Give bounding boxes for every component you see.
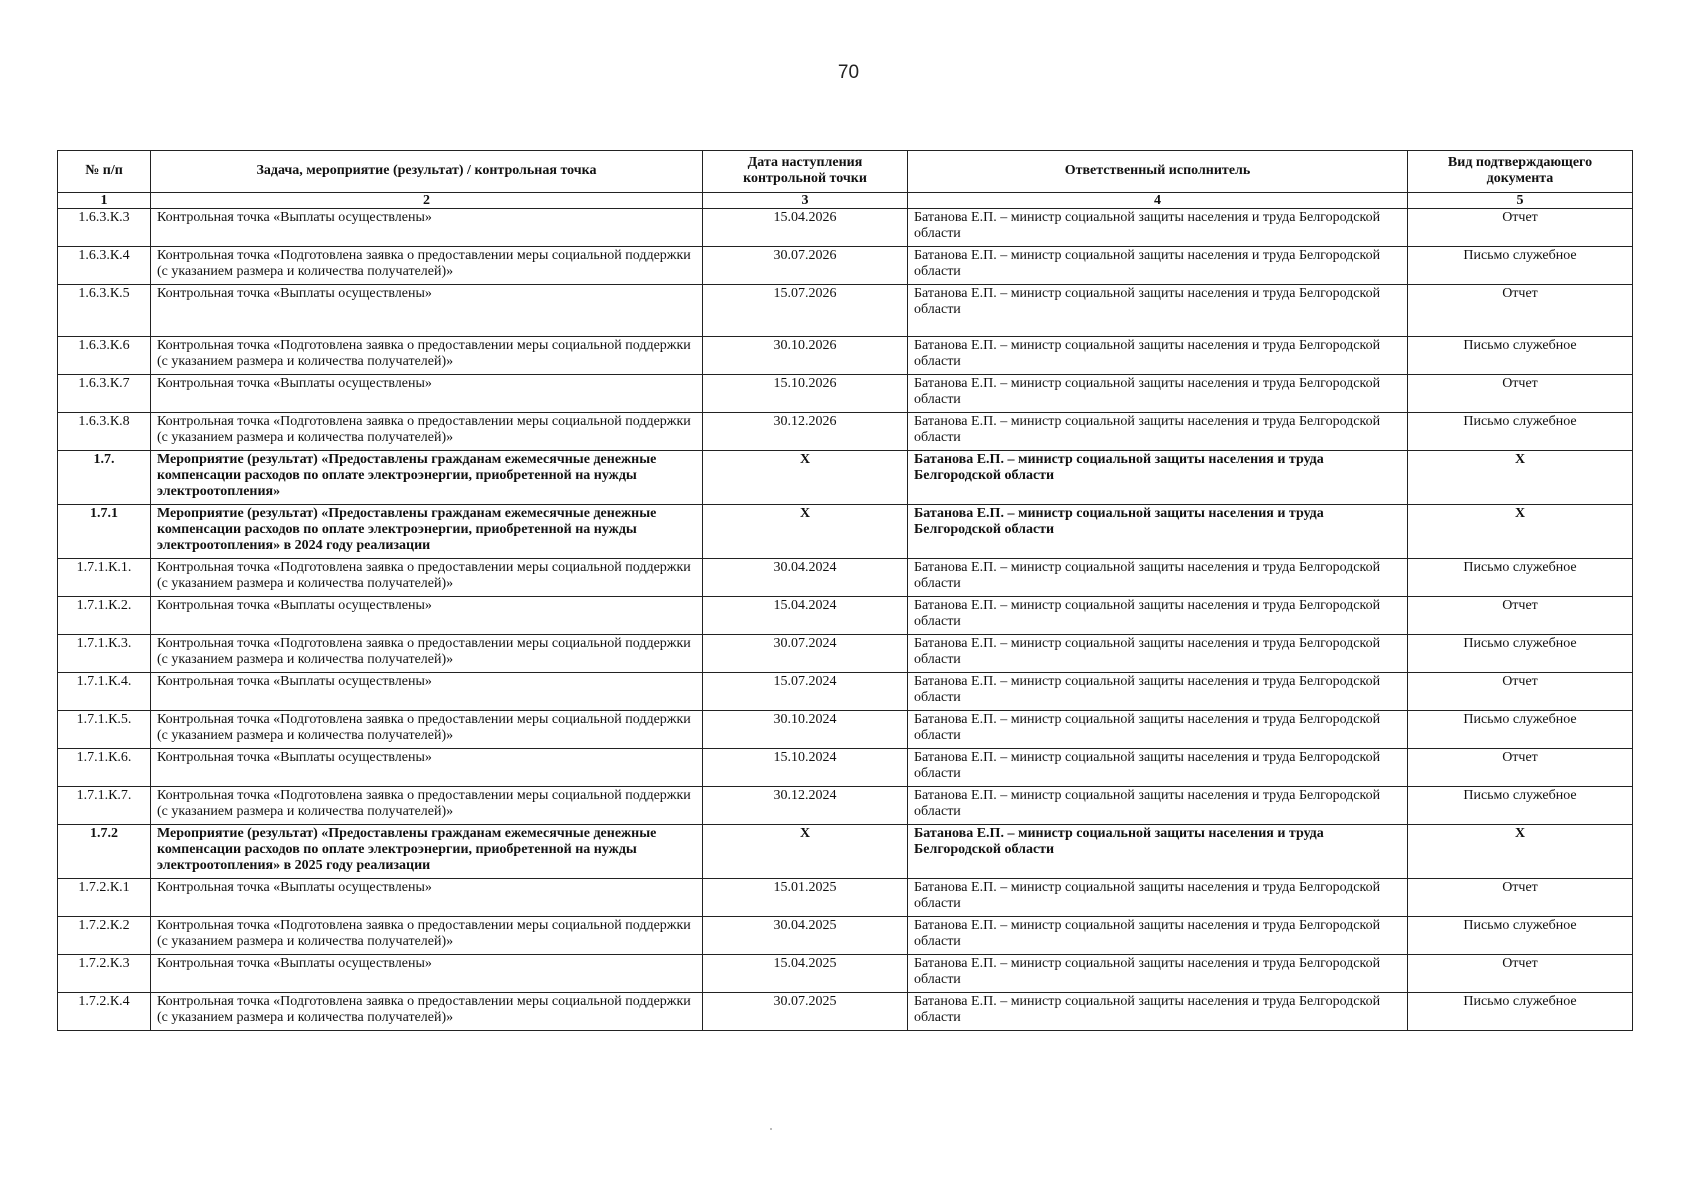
row-executor: Батанова Е.П. – министр социальной защиты населения и труда Белгородской области [908, 505, 1408, 559]
row-num: 1.7.2.К.3 [58, 955, 151, 993]
row-date: 15.04.2026 [703, 209, 908, 247]
row-date: Х [703, 505, 908, 559]
row-executor: Батанова Е.П. – министр социальной защиты населения и труда Белгородской области [908, 787, 1408, 825]
row-date: 15.07.2026 [703, 285, 908, 337]
column-number: 4 [908, 193, 1408, 209]
scan-speck [770, 1128, 772, 1130]
row-date: 15.01.2025 [703, 879, 908, 917]
table-row-event [58, 451, 1633, 505]
row-doc: Отчет [1408, 597, 1633, 635]
row-num: 1.6.3.К.7 [58, 375, 151, 413]
table-row [58, 787, 1633, 825]
row-num: 1.7.1.К.6. [58, 749, 151, 787]
table-row [58, 413, 1633, 451]
row-date: 30.07.2026 [703, 247, 908, 285]
row-date: 30.10.2024 [703, 711, 908, 749]
row-task: Контрольная точка «Выплаты осуществлены» [151, 597, 703, 635]
row-num: 1.6.3.К.5 [58, 285, 151, 337]
table-row [58, 711, 1633, 749]
row-num: 1.6.3.К.6 [58, 337, 151, 375]
row-executor: Батанова Е.П. – министр социальной защиты населения и труда Белгородской области [908, 209, 1408, 247]
row-doc: Письмо служебное [1408, 787, 1633, 825]
header-doc: Вид подтверждающего документа [1408, 151, 1633, 193]
table-row [58, 673, 1633, 711]
row-executor: Батанова Е.П. – министр социальной защиты населения и труда Белгородской области [908, 375, 1408, 413]
control-points-table [57, 150, 1633, 1031]
row-task: Контрольная точка «Выплаты осуществлены» [151, 749, 703, 787]
row-doc: Отчет [1408, 285, 1633, 337]
row-task: Контрольная точка «Выплаты осуществлены» [151, 955, 703, 993]
row-date: 30.07.2024 [703, 635, 908, 673]
row-doc: Отчет [1408, 673, 1633, 711]
row-doc: Письмо служебное [1408, 993, 1633, 1031]
row-executor: Батанова Е.П. – министр социальной защиты населения и труда Белгородской области [908, 337, 1408, 375]
row-task: Контрольная точка «Выплаты осуществлены» [151, 673, 703, 711]
row-num: 1.6.3.К.4 [58, 247, 151, 285]
column-number: 5 [1408, 193, 1633, 209]
table-row [58, 993, 1633, 1031]
column-number: 2 [151, 193, 703, 209]
row-executor: Батанова Е.П. – министр социальной защиты населения и труда Белгородской области [908, 559, 1408, 597]
row-date: 30.07.2025 [703, 993, 908, 1031]
row-date: 15.04.2025 [703, 955, 908, 993]
row-task: Контрольная точка «Выплаты осуществлены» [151, 285, 703, 337]
row-doc: Письмо служебное [1408, 711, 1633, 749]
row-date: Х [703, 825, 908, 879]
row-date: 30.04.2025 [703, 917, 908, 955]
row-executor: Батанова Е.П. – министр социальной защиты населения и труда Белгородской области [908, 825, 1408, 879]
header-date: Дата наступления контрольной точки [703, 151, 908, 193]
row-doc: Письмо служебное [1408, 337, 1633, 375]
table-row [58, 749, 1633, 787]
row-task: Контрольная точка «Подготовлена заявка о предоставлении меры социальной поддержки (с указанием размера и количества получателей)» [151, 247, 703, 285]
row-task: Мероприятие (результат) «Предоставлены гражданам ежемесячные денежные компенсации расходов по оплате электроэнергии, приобретенной на нужды электроотопления» в 2024 году реализации [151, 505, 703, 559]
row-num: 1.7. [58, 451, 151, 505]
header-num: № п/п [58, 151, 151, 193]
row-executor: Батанова Е.П. – министр социальной защиты населения и труда Белгородской области [908, 635, 1408, 673]
row-executor: Батанова Е.П. – министр социальной защиты населения и труда Белгородской области [908, 955, 1408, 993]
row-date: 15.10.2026 [703, 375, 908, 413]
table-row [58, 597, 1633, 635]
row-task: Контрольная точка «Выплаты осуществлены» [151, 209, 703, 247]
row-task: Контрольная точка «Подготовлена заявка о предоставлении меры социальной поддержки (с указанием размера и количества получателей)» [151, 337, 703, 375]
row-doc: Письмо служебное [1408, 635, 1633, 673]
row-doc: Х [1408, 505, 1633, 559]
row-executor: Батанова Е.П. – министр социальной защиты населения и труда Белгородской области [908, 711, 1408, 749]
row-task: Контрольная точка «Подготовлена заявка о предоставлении меры социальной поддержки (с указанием размера и количества получателей)» [151, 711, 703, 749]
row-num: 1.7.1.К.1. [58, 559, 151, 597]
row-executor: Батанова Е.П. – министр социальной защиты населения и труда Белгородской области [908, 451, 1408, 505]
row-doc: Письмо служебное [1408, 413, 1633, 451]
header-task: Задача, мероприятие (результат) / контрольная точка [151, 151, 703, 193]
row-doc: Отчет [1408, 749, 1633, 787]
row-executor: Батанова Е.П. – министр социальной защиты населения и труда Белгородской области [908, 879, 1408, 917]
row-num: 1.7.1 [58, 505, 151, 559]
table-row [58, 955, 1633, 993]
row-executor: Батанова Е.П. – министр социальной защиты населения и труда Белгородской области [908, 285, 1408, 337]
row-executor: Батанова Е.П. – министр социальной защиты населения и труда Белгородской области [908, 673, 1408, 711]
row-executor: Батанова Е.П. – министр социальной защиты населения и труда Белгородской области [908, 917, 1408, 955]
row-doc: Отчет [1408, 879, 1633, 917]
row-task: Мероприятие (результат) «Предоставлены гражданам ежемесячные денежные компенсации расходов по оплате электроэнергии, приобретенной на нужды электроотопления» [151, 451, 703, 505]
table-row [58, 285, 1633, 337]
row-executor: Батанова Е.П. – министр социальной защиты населения и труда Белгородской области [908, 413, 1408, 451]
row-num: 1.7.1.К.4. [58, 673, 151, 711]
row-date: 15.07.2024 [703, 673, 908, 711]
row-doc: Отчет [1408, 209, 1633, 247]
page-number: 70 [837, 62, 860, 83]
row-task: Контрольная точка «Подготовлена заявка о предоставлении меры социальной поддержки (с указанием размера и количества получателей)» [151, 559, 703, 597]
table-row [58, 635, 1633, 673]
row-doc: Х [1408, 451, 1633, 505]
table-row [58, 879, 1633, 917]
row-num: 1.7.2.К.1 [58, 879, 151, 917]
row-doc: Письмо служебное [1408, 917, 1633, 955]
row-task: Контрольная точка «Подготовлена заявка о предоставлении меры социальной поддержки (с указанием размера и количества получателей)» [151, 787, 703, 825]
table-row [58, 559, 1633, 597]
table-row [58, 247, 1633, 285]
row-executor: Батанова Е.П. – министр социальной защиты населения и труда Белгородской области [908, 749, 1408, 787]
row-executor: Батанова Е.П. – министр социальной защиты населения и труда Белгородской области [908, 993, 1408, 1031]
row-num: 1.7.1.К.3. [58, 635, 151, 673]
row-task: Контрольная точка «Выплаты осуществлены» [151, 879, 703, 917]
table-header-row [58, 151, 1633, 193]
row-num: 1.7.2.К.2 [58, 917, 151, 955]
row-num: 1.7.2 [58, 825, 151, 879]
column-number: 1 [58, 193, 151, 209]
row-num: 1.7.1.К.2. [58, 597, 151, 635]
row-date: 30.12.2024 [703, 787, 908, 825]
table-row [58, 375, 1633, 413]
row-date: Х [703, 451, 908, 505]
row-executor: Батанова Е.П. – министр социальной защиты населения и труда Белгородской области [908, 597, 1408, 635]
header-executor: Ответственный исполнитель [908, 151, 1408, 193]
table-row [58, 917, 1633, 955]
table-row-event [58, 505, 1633, 559]
table-row [58, 209, 1633, 247]
row-doc: Письмо служебное [1408, 247, 1633, 285]
row-date: 30.10.2026 [703, 337, 908, 375]
column-number-row [58, 193, 1633, 209]
row-num: 1.6.3.К.3 [58, 209, 151, 247]
row-doc: Отчет [1408, 955, 1633, 993]
row-date: 30.04.2024 [703, 559, 908, 597]
row-task: Контрольная точка «Подготовлена заявка о предоставлении меры социальной поддержки (с указанием размера и количества получателей)» [151, 635, 703, 673]
row-doc: Отчет [1408, 375, 1633, 413]
row-executor: Батанова Е.П. – министр социальной защиты населения и труда Белгородской области [908, 247, 1408, 285]
row-task: Контрольная точка «Подготовлена заявка о предоставлении меры социальной поддержки (с указанием размера и количества получателей)» [151, 917, 703, 955]
row-num: 1.7.1.К.5. [58, 711, 151, 749]
row-num: 1.7.2.К.4 [58, 993, 151, 1031]
row-task: Контрольная точка «Выплаты осуществлены» [151, 375, 703, 413]
row-num: 1.6.3.К.8 [58, 413, 151, 451]
table-row-event [58, 825, 1633, 879]
row-doc: Х [1408, 825, 1633, 879]
row-date: 30.12.2026 [703, 413, 908, 451]
row-task: Мероприятие (результат) «Предоставлены гражданам ежемесячные денежные компенсации расходов по оплате электроэнергии, приобретенной на нужды электроотопления» в 2025 году реализации [151, 825, 703, 879]
table-row [58, 337, 1633, 375]
row-date: 15.10.2024 [703, 749, 908, 787]
row-date: 15.04.2024 [703, 597, 908, 635]
row-task: Контрольная точка «Подготовлена заявка о предоставлении меры социальной поддержки (с указанием размера и количества получателей)» [151, 993, 703, 1031]
row-num: 1.7.1.К.7. [58, 787, 151, 825]
row-task: Контрольная точка «Подготовлена заявка о предоставлении меры социальной поддержки (с указанием размера и количества получателей)» [151, 413, 703, 451]
column-number: 3 [703, 193, 908, 209]
row-doc: Письмо служебное [1408, 559, 1633, 597]
control-points-table-wrap [57, 150, 1632, 1031]
